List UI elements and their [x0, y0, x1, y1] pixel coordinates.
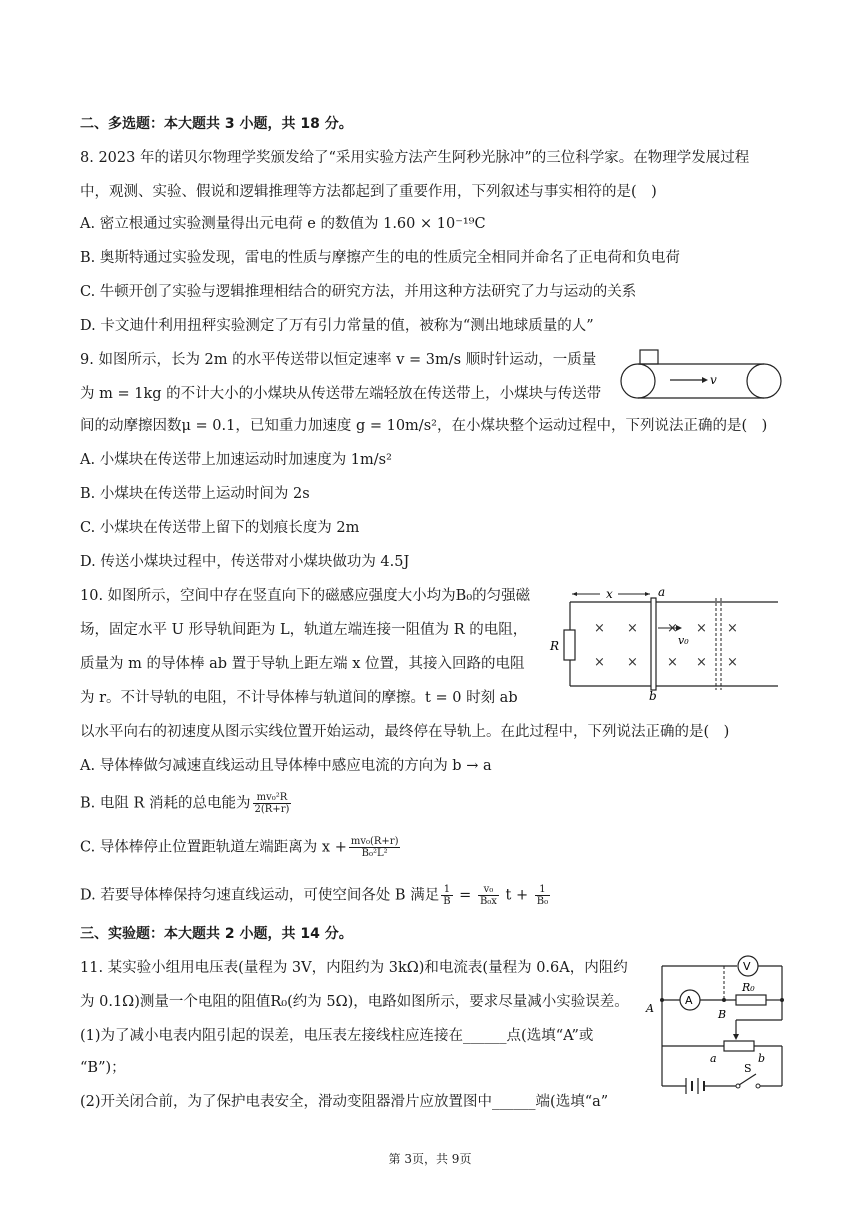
resistor-r0	[736, 995, 766, 1005]
svg-text:×: ×	[696, 621, 707, 636]
q10-option-d-fraction-2	[478, 884, 499, 907]
q10-option-d-fraction-1	[441, 884, 452, 907]
q10-stem-line1: 10. 如图所示，空间中存在竖直向下的磁感应强度大小均为B₀的匀强磁	[80, 588, 531, 604]
svg-text:×: ×	[667, 621, 678, 636]
q10-stem-line2: 场，固定水平 U 形导轨间距为 L，轨道左端连接一阻值为 R 的电阻，	[80, 622, 528, 638]
q11-stem-line2: 为 0.1Ω)测量一个电阻的阻值R₀(约为 5Ω)，电路如图所示，要求尽量减小实验误差。	[80, 994, 629, 1010]
switch-label: S	[744, 1062, 752, 1075]
q10-option-c-fraction	[349, 836, 401, 859]
q11-stem-line1: 11. 某实验小组用电压表(量程为 3V，内阻约为 3kΩ)和电流表(量程为 0.6A，内阻约	[80, 960, 628, 976]
equals-sign: =	[459, 887, 472, 904]
q10-option-c-text: C. 导体棒停止位置距轨道左端距离为 x +	[80, 839, 347, 856]
rheostat	[724, 1041, 754, 1051]
left-pulley	[621, 364, 655, 398]
frac-denominator: B	[443, 896, 451, 907]
frac-numerator: mv₀²R	[253, 792, 292, 804]
q10-option-d-mid: t +	[505, 887, 529, 904]
conveyor-belt-figure	[618, 346, 786, 406]
svg-text:×: ×	[627, 621, 638, 636]
section-2-title: 二、多选题：本大题共 3 小题，共 18 分。	[80, 116, 353, 132]
conductor-rod-ab	[651, 598, 656, 690]
rheostat-end-a-label: a	[710, 1052, 717, 1065]
q9-stem-line2: 为 m = 1kg 的不计大小的小煤块从传送带左端轻放在传送带上，小煤块与传送带	[80, 386, 602, 402]
rod-end-a-label: a	[658, 585, 666, 599]
resistor-r	[564, 630, 575, 660]
rheostat-end-b-label: b	[758, 1052, 766, 1065]
slider-contact	[733, 1034, 739, 1040]
frac-denominator: B₀²L²	[361, 848, 388, 859]
svg-text:×: ×	[667, 655, 678, 670]
q10-option-d	[80, 884, 552, 907]
node-a-label: A	[646, 1002, 654, 1015]
svg-text:×: ×	[594, 621, 605, 636]
switch	[739, 1074, 756, 1085]
right-pulley	[747, 364, 781, 398]
coal-block	[640, 350, 658, 364]
svg-text:×: ×	[627, 655, 638, 670]
frac-denominator: B₀	[536, 896, 549, 907]
q10-option-b-fraction	[253, 792, 292, 815]
q10-option-a: A. 导体棒做匀减速直线运动且导体棒中感应电流的方向为 b → a	[80, 758, 492, 774]
q8-option-b: B. 奥斯特通过实验发现，雷电的性质与摩擦产生的电的性质完全相同并命名了正电荷和负电荷	[80, 250, 680, 266]
page-number: 第 3页，共 9页	[388, 1152, 472, 1166]
q10-option-c	[80, 836, 402, 859]
q10-option-b	[80, 792, 293, 815]
q11-part1-line1: (1)为了减小电表内阻引起的误差，电压表左接线柱应连接在______点(选填“A”或	[80, 1028, 594, 1044]
frac-denominator: B₀x	[479, 896, 497, 907]
svg-text:×: ×	[696, 655, 707, 670]
q8-option-c: C. 牛顿开创了实验与逻辑推理相结合的研究方法，并用这种方法研究了力与运动的关系	[80, 284, 637, 300]
q8-stem-line1: 8. 2023 年的诺贝尔物理学奖颁发给了“采用实验方法产生阿秒光脉冲”的三位科学家。在物理学发展过程	[80, 150, 750, 166]
q9-option-b: B. 小煤块在传送带上运动时间为 2s	[80, 486, 310, 502]
q11-part1-line2: “B”)；	[80, 1060, 126, 1076]
q11-part2-line1: (2)开关闭合前，为了保护电表安全，滑动变阻器滑片应放置图中______端(选填“a”	[80, 1094, 609, 1110]
frac-numerator: 1	[441, 884, 452, 896]
frac-numerator: mv₀(R+r)	[350, 836, 399, 847]
distance-x-label: x	[606, 587, 613, 601]
q10-option-d-fraction-3	[535, 884, 550, 907]
q8-stem-line2: 中，观测、实验、假说和逻辑推理等方法都起到了重要作用，下列叙述与事实相符的是( )	[80, 184, 657, 200]
q10-stem-line3: 质量为 m 的导体棒 ab 置于导轨上距左端 x 位置，其接入回路的电阻	[80, 656, 525, 672]
frac-numerator: v₀	[478, 884, 499, 896]
q10-option-d-text: D. 若要导体棒保持匀速直线运动，可使空间各处 B 满足	[80, 887, 440, 904]
velocity-label: v	[710, 373, 717, 387]
resistor-label: R	[550, 639, 560, 653]
u-rail-figure	[548, 584, 780, 704]
q10-stem-line5: 以水平向右的初速度从图示实线位置开始运动，最终停在导轨上。在此过程中，下列说法正确的是( )	[80, 724, 730, 740]
q9-stem-line3: 间的动摩擦因数μ = 0.1，已知重力加速度 g = 10m/s²，在小煤块整个运动过程中，下列说法正确的是( )	[80, 418, 768, 434]
ammeter-label: A	[685, 994, 693, 1007]
resistor-r0-label: R₀	[742, 981, 755, 994]
q9-option-c: C. 小煤块在传送带上留下的划痕长度为 2m	[80, 520, 360, 536]
circuit-figure	[640, 954, 794, 1098]
q8-option-a: A. 密立根通过实验测量得出元电荷 e 的数值为 1.60 × 10⁻¹⁹C	[80, 216, 486, 232]
q10-option-b-text: B. 电阻 R 消耗的总电能为	[80, 795, 251, 812]
rod-end-b-label: b	[649, 689, 657, 703]
section-3-title: 三、实验题：本大题共 2 小题，共 14 分。	[80, 926, 353, 942]
voltmeter-label: V	[743, 960, 751, 973]
q9-stem-line1: 9. 如图所示，长为 2m 的水平传送带以恒定速率 v = 3m/s 顺时针运动，一质量	[80, 352, 597, 368]
svg-text:×: ×	[727, 621, 738, 636]
frac-numerator: 1	[535, 884, 550, 896]
q9-option-a: A. 小煤块在传送带上加速运动时加速度为 1m/s²	[80, 452, 392, 468]
q10-stem-line4: 为 r。不计导轨的电阻，不计导体棒与轨道间的摩擦。t = 0 时刻 ab	[80, 690, 518, 706]
frac-denominator: 2(R+r)	[254, 804, 290, 815]
node-b-label: B	[718, 1008, 727, 1021]
svg-text:×: ×	[727, 655, 738, 670]
svg-text:×: ×	[594, 655, 605, 670]
q8-option-d: D. 卡文迪什利用扭秤实验测定了万有引力常量的值，被称为“测出地球质量的人”	[80, 318, 594, 334]
initial-velocity-label: v₀	[678, 634, 689, 647]
q9-option-d: D. 传送小煤块过程中，传送带对小煤块做功为 4.5J	[80, 554, 410, 570]
